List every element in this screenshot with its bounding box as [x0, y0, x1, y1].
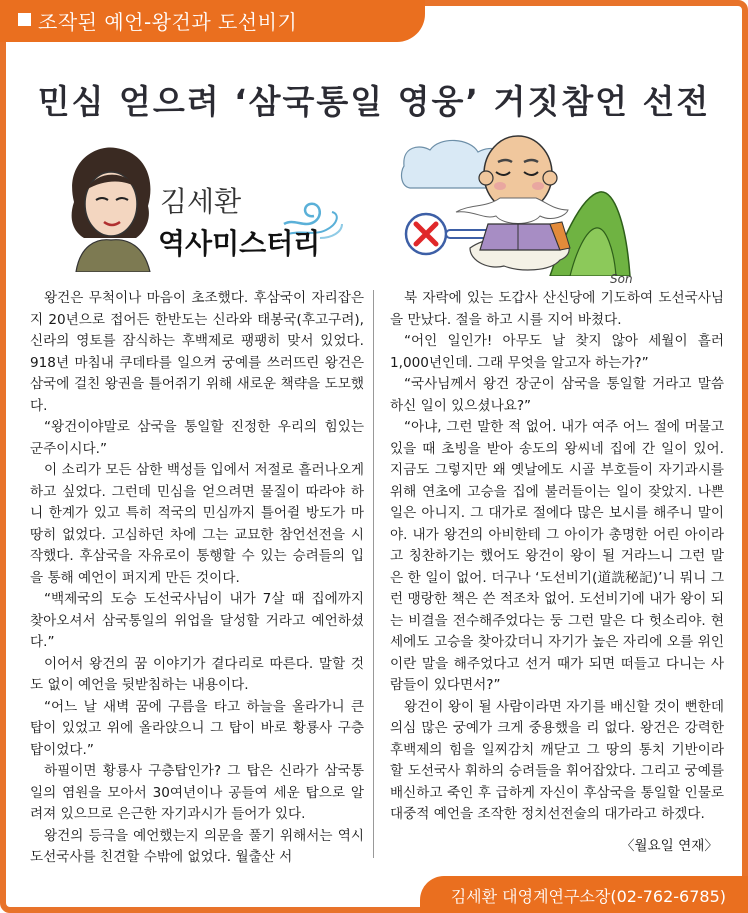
paragraph: “어느 날 새벽 꿈에 구름을 타고 하늘을 올라가니 큰 탑이 있었고 위에 올라앉으니 그 탑이 바로 황룡사 구층탑이었다.” [30, 698, 364, 758]
serial-note: 〈월요일 연재〉 [620, 838, 718, 854]
paragraph: 북 자락에 있는 도갑사 산신당에 기도하여 도선국사님을 만났다. 절을 하고 시를 지어 바쳤다. [390, 290, 724, 328]
paragraph: “백제국의 도승 도선국사님이 내가 7살 때 집에까지 찾아오셔서 삼국통일의 위업을 달성할 거라고 예언하셨다.” [30, 591, 364, 650]
paragraph: “국사님께서 왕건 장군이 삼국을 통일할 거라고 말씀하신 일이 있으셨나요?” [390, 376, 724, 414]
footer-band [420, 876, 748, 913]
paragraph: “어인 일인가! 아무도 날 찾지 않아 세월이 흘러 1,000년인데. 그래 무엇을 알고자 하는가?” [390, 333, 724, 371]
paragraph: “아냐, 그런 말한 적 없어. 내가 여주 어느 절에 머물고 있을 때 초빙을 받아 송도의 왕씨네 집에 간 일이 있어. 지금도 그렇지만 왜 옛날에도 시골 부호들이 자기과시를 위해 연초에 고승을 집에 불러들이는 일이 잦았지. 나쁜 일은 아니지. 그 대가로 절에다 많은 보시를 해주니 말이야. 내가 왕건의 아비한테 그 아이가 총명한 어린 아이라고 칭찬하기는 했어도 왕건이 왕이 될 거라느니 그런 말은 한 일이 없어. 더구나 ‘도선비기(道詵秘記)’니 뭐니 그런 맹랑한 책은 쓴 적조차 없어. 도선비기에 내가 왕이 되는 비결을 전수해주었다는 둥 그런 말은 다 헛소리야. 현세에도 고승을 찾아갔더니 자기가 높은 자리에 오를 위인이란 말을 해주었다고 선거 때가 되면 떠들고 다니는 사람들이 있다면서?” [390, 419, 724, 693]
paragraph: 이어서 왕건의 꿈 이야기가 곁다리로 따른다. 말할 것도 없이 예언을 뒷받침하는 내용이다. [30, 655, 364, 693]
square-bullet-icon [18, 13, 31, 26]
paragraph: 하필이면 황룡사 구층탑인가? 그 탑은 신라가 삼국통일의 염원을 모아서 30여년이나 공들여 세운 탑으로 알려져 있으므로 은근한 자기과시가 들어가 있다. [30, 763, 364, 822]
section-tab [0, 0, 425, 42]
cartoonist-signature: Son [610, 272, 633, 286]
article-headline: 민심 얻으려 ‘삼국통일 영웅’ 거짓참언 선전 [37, 82, 711, 121]
article-column-left [30, 288, 364, 869]
footer-bar [0, 876, 748, 913]
column-divider [373, 290, 374, 858]
paragraph: 왕건이 왕이 될 사람이라면 자기를 배신할 것이 뻔한데 의심 많은 궁예가 크게 중용했을 리 없다. 왕건은 강력한 후백제의 힘을 일찌감치 깨닫고 그 땅의 통치 기반이라 할 도선국사 휘하의 승려들을 휘어잡았다. 그리고 궁예를 배신하고 죽인 후 급하게 자신이 후삼국을 통일할 인물로 대중적 예언을 조작한 정치선전술의 대가라고 하겠다. [390, 698, 724, 822]
monk-cartoon-icon [400, 126, 632, 276]
author-name: 김세환 [160, 185, 242, 218]
article-column-right [390, 288, 724, 826]
author-portrait-icon [56, 142, 164, 272]
section-header [0, 0, 748, 44]
section-tag: 조작된 예언-왕건과 도선비기 [38, 10, 298, 34]
paragraph: “왕건이야말로 삼국을 통일할 진정한 우리의 힘있는 군주이시다.” [30, 419, 364, 457]
column-title: 역사미스터리 [158, 227, 321, 260]
paragraph: 왕건의 등극을 예언했는지 의문을 풀기 위해서는 역시 도선국사를 친견할 수밖에 없었다. 월출산 서 [30, 827, 364, 865]
author-credit: 김세환 대영계연구소장(02-762-6785) [450, 887, 726, 906]
author-block [56, 142, 356, 272]
paragraph: 이 소리가 모든 삼한 백성들 입에서 저절로 흘러나오게 하고 싶었다. 그런데 민심을 얻으려면 물질이 따라야 하니 한계가 있고 특히 적국의 민심까지 틀어쥘 방도가 마땅히 없었다. 고심하던 차에 그는 교묘한 참언선전을 시작했다. 후삼국을 자유로이 통행할 수 있는 승려들의 입을 통해 예언이 퍼지게 만든 것이다. [30, 462, 364, 586]
paragraph: 왕건은 무척이나 마음이 초조했다. 후삼국이 자리잡은 지 20년으로 접어든 한반도는 신라와 태봉국(후고구려), 신라의 영토를 잠식하는 후백제로 팽팽히 맞서 있었다. 918년 마침내 쿠데타를 일으켜 궁예를 쓰러뜨린 왕건은 삼국에 걸친 왕권을 틀어쥐기 위해 새로운 책략을 도모했다. [30, 290, 364, 414]
